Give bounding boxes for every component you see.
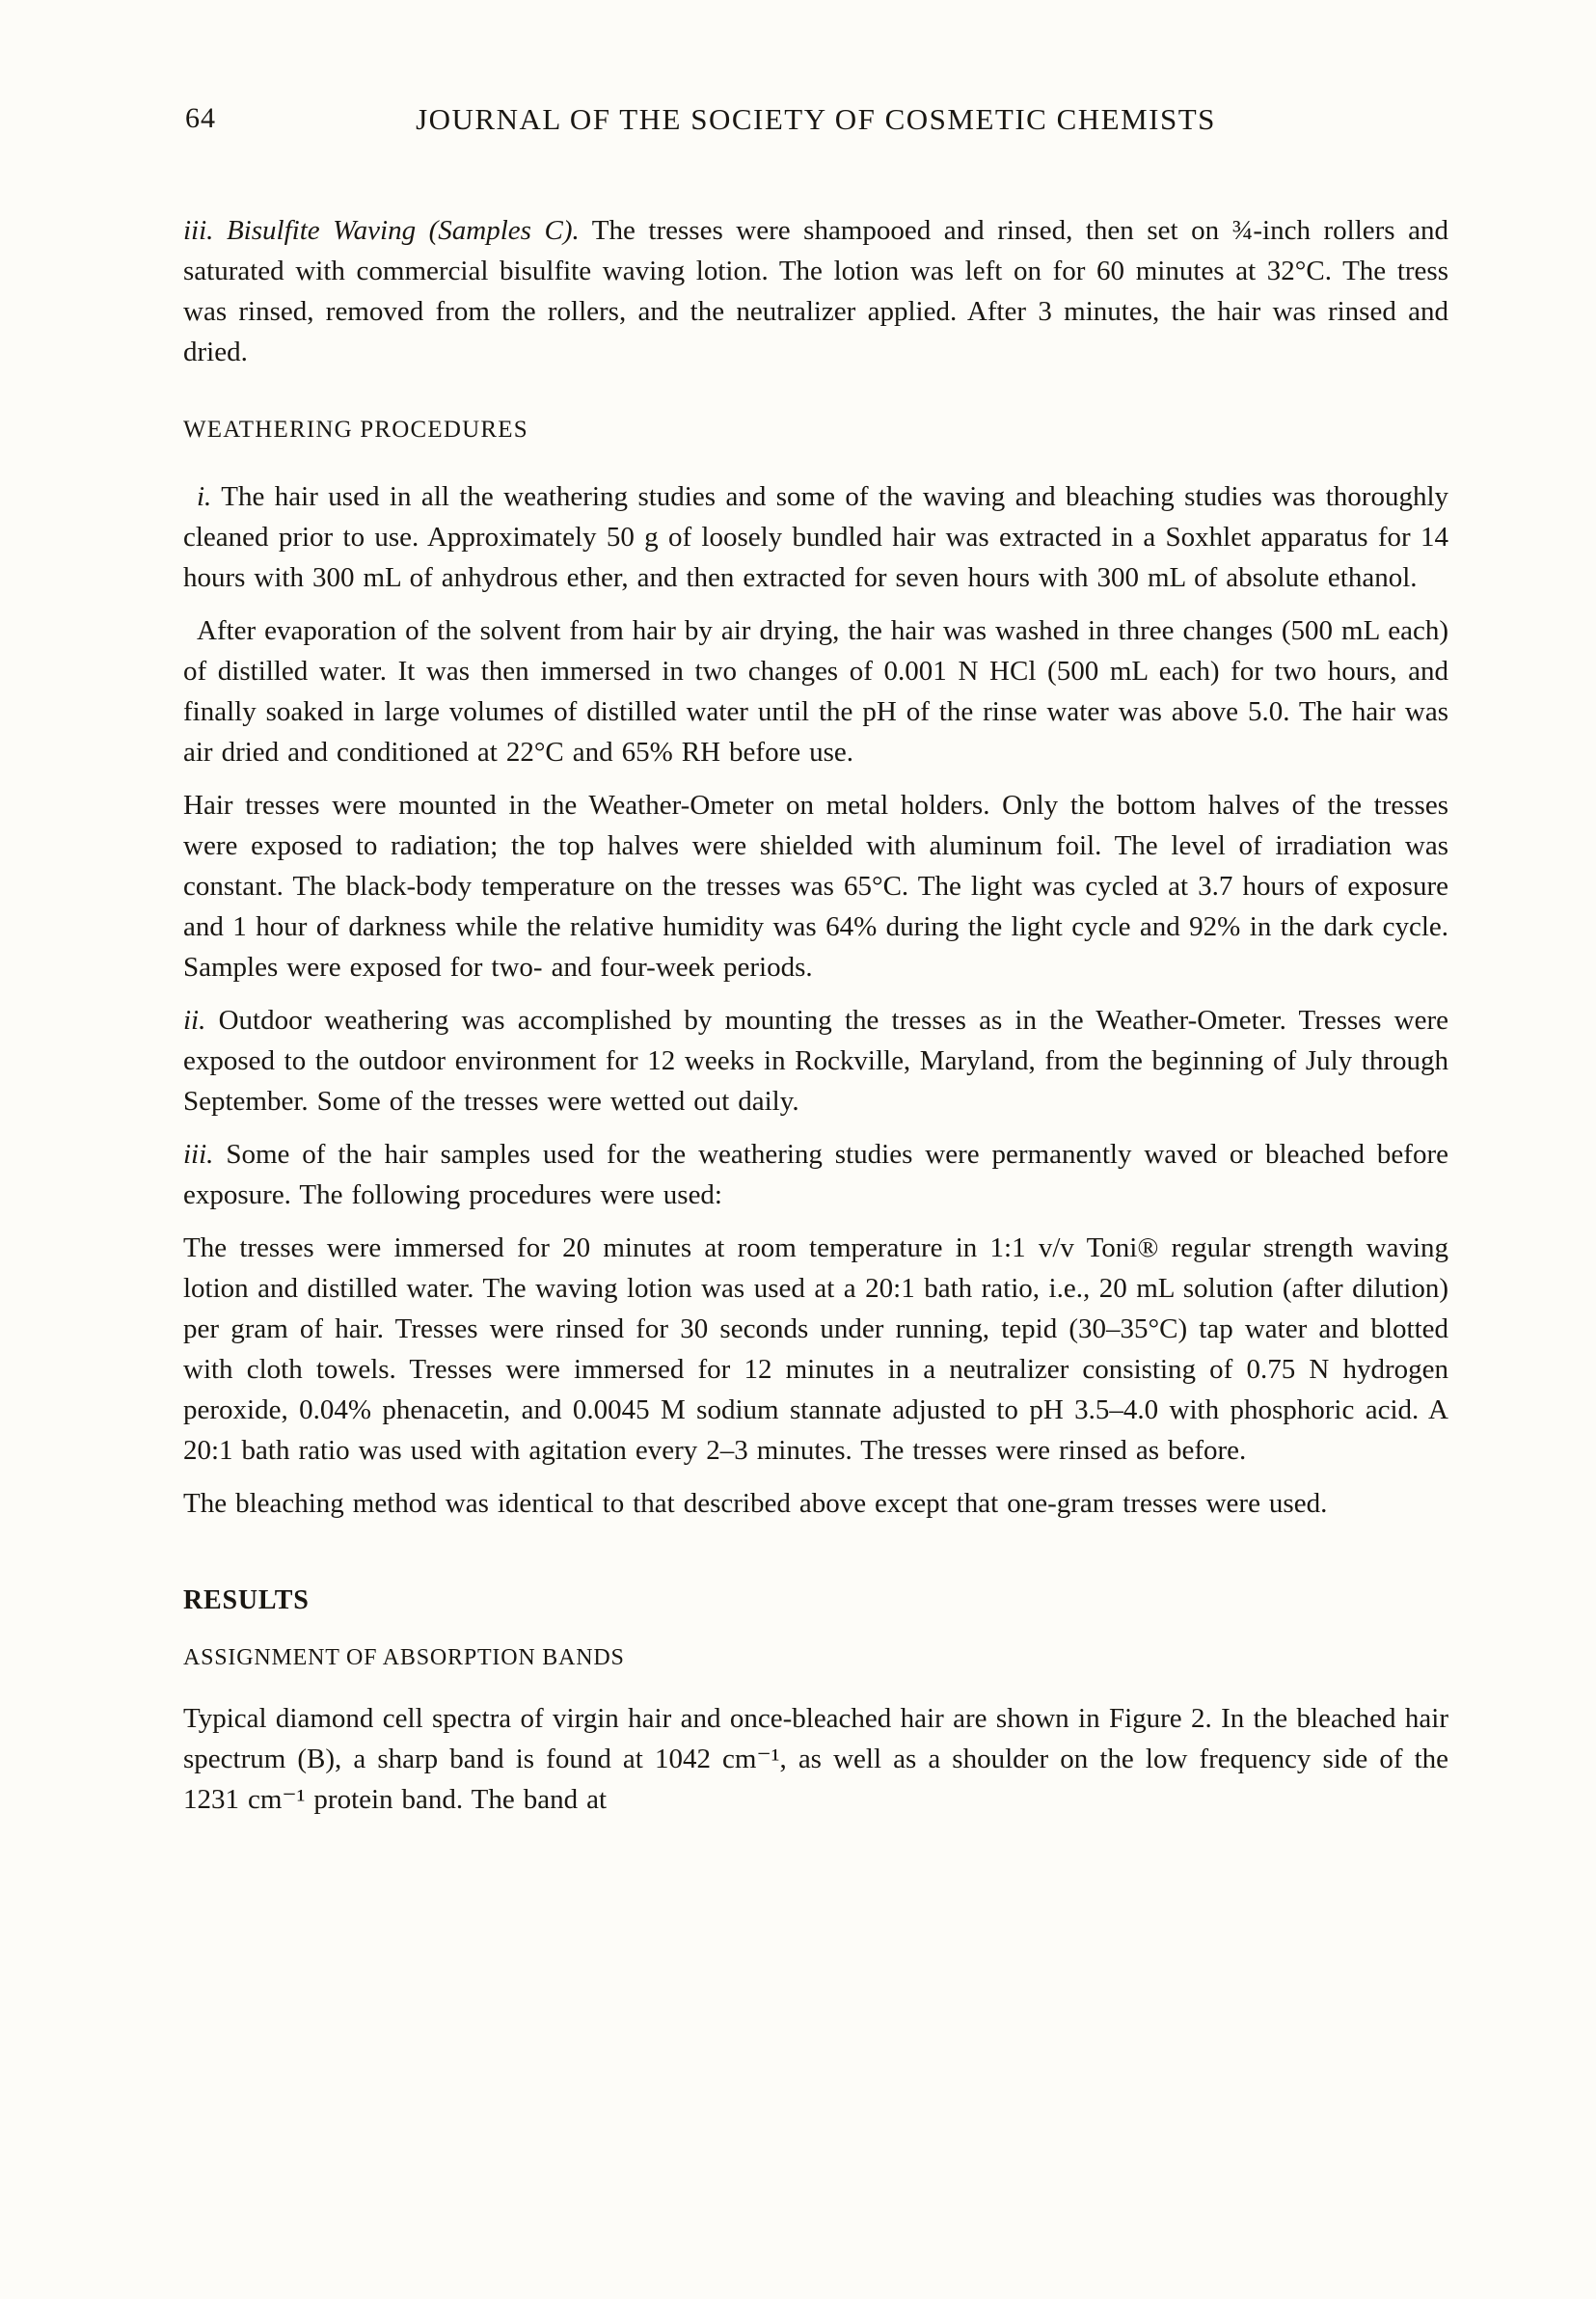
paragraph-text: The hair used in all the weathering studies and some of the waving and bleaching studies was thoroughly cleaned prior to use. Approximately 50 g of loosely bundled hair was extracted in a Soxhlet apparatus for 14 hours with 300 mL of anhydrous ether, and then extracted for seven hours with 300 mL of absolute ethanol. (183, 481, 1448, 593)
section-heading-weathering-procedures: WEATHERING PROCEDURES (183, 417, 528, 443)
paragraph-lead-italic: iii. Bisulfite Waving (Samples C). (183, 215, 580, 246)
paragraph-text: Some of the hair samples used for the weathering studies were permanently waved or bleached before exposure. The following procedures were used: (183, 1139, 1448, 1210)
results-heading: RESULTS (183, 1585, 310, 1615)
paragraph-lead-italic: iii. (183, 1139, 214, 1170)
paragraph-lead-italic: ii. (183, 1005, 206, 1036)
paragraph-text: Typical diamond cell spectra of virgin hair and once-bleached hair are shown in Figure 2. In the bleached hair spectrum (B), a sharp band is found at 1042 cm⁻¹, as well as a shoulder on the low frequency side of the 1231 cm⁻¹ protein band. The band at (183, 1703, 1448, 1815)
paragraph-text: After evaporation of the solvent from hair by air drying, the hair was washed in three changes (500 mL each) of distilled water. It was then immersed in two changes of 0.001 N HCl (500 mL each) for two hours, and finally soaked in large volumes of distilled water until the pH of the rinse water was above 5.0. The hair was air dried and conditioned at 22°C and 65% RH before use. (183, 615, 1448, 768)
paragraph-text: Hair tresses were mounted in the Weather-Ometer on metal holders. Only the bottom halves of the tresses were exposed to radiation; the top halves were shielded with aluminum foil. The level of irradiation was constant. The black-body temperature on the tresses was 65°C. The light was cycled at 3.7 hours of exposure and 1 hour of darkness while the relative humidity was 64% during the light cycle and 92% in the dark cycle. Samples were exposed for two- and four-week periods. (183, 790, 1448, 983)
paragraph-outdoor-weathering (183, 1000, 1448, 1122)
paragraph-pretreatment (183, 1134, 1448, 1215)
paragraph-solvent-evaporation (183, 610, 1448, 772)
text-column (183, 0, 1448, 1832)
subsection-heading-absorption-bands: ASSIGNMENT OF ABSORPTION BANDS (183, 1645, 625, 1670)
paragraph-text: The bleaching method was identical to that described above except that one-gram tresses were used. (183, 1488, 1328, 1519)
page-number: 64 (185, 102, 216, 134)
paragraph-weather-ometer-mounting (183, 785, 1448, 987)
paragraph-spectra-results (183, 1698, 1448, 1820)
paragraph-text: Outdoor weathering was accomplished by mounting the tresses as in the Weather-Ometer. Tresses were exposed to the outdoor environment for 12 weeks in Rockville, Maryland, from the beginning of July through September. Some of the tresses were wetted out daily. (183, 1005, 1448, 1117)
page-header (183, 0, 1448, 137)
paragraph-bisulfite-waving (183, 210, 1448, 372)
paragraph-text: The tresses were immersed for 20 minutes at room temperature in 1:1 v/v Toni® regular strength waving lotion and distilled water. The waving lotion was used at a 20:1 bath ratio, i.e., 20 mL solution (after dilution) per gram of hair. Tresses were rinsed for 30 seconds under running, tepid (30–35°C) tap water and blotted with cloth towels. Tresses were immersed for 12 minutes in a neutralizer consisting of 0.75 N hydrogen peroxide, 0.04% phenacetin, and 0.0045 M sodium stannate adjusted to pH 3.5–4.0 with phosphoric acid. A 20:1 bath ratio was used with agitation every 2–3 minutes. The tresses were rinsed as before. (183, 1232, 1448, 1466)
paragraph-lead-italic: i. (197, 481, 212, 512)
paragraph-bleaching-method (183, 1483, 1448, 1524)
paragraph-text: The tresses were shampooed and rinsed, then set on ¾-inch rollers and saturated with commercial bisulfite waving lotion. The lotion was left on for 60 minutes at 32°C. The tress was rinsed, removed from the rollers, and the neutralizer applied. After 3 minutes, the hair was rinsed and dried. (183, 215, 1449, 367)
journal-title: JOURNAL OF THE SOCIETY OF COSMETIC CHEMISTS (416, 102, 1216, 136)
paragraph-hair-cleaning (183, 476, 1448, 598)
paragraph-waving-procedure (183, 1228, 1448, 1471)
